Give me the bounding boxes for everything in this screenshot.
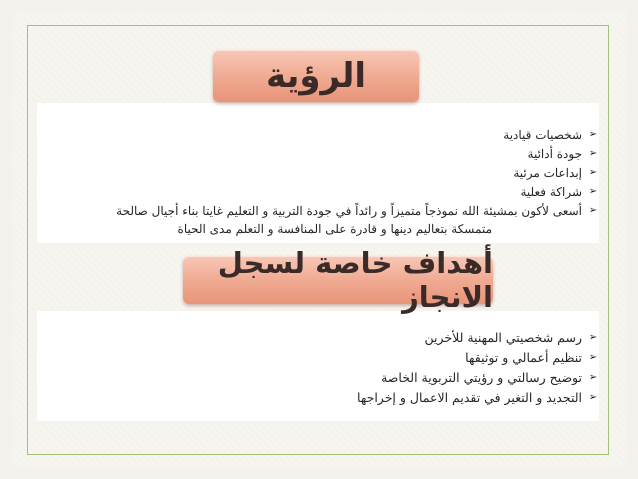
arrow-bullet-icon: ➢ <box>588 167 598 178</box>
vision-title <box>213 50 419 102</box>
arrow-bullet-icon: ➢ <box>588 148 598 159</box>
goals-title-text: أهداف خاصة لسجل الانجاز <box>217 246 493 314</box>
goal-item-text: توضيح رسالتي و رؤيتي التربوية الخاصة <box>381 370 582 385</box>
vision-item-text: شراكة فعلية <box>520 185 582 199</box>
vision-item-text: جودة أدائية <box>527 147 582 161</box>
list-item <box>40 202 600 238</box>
vision-statement <box>40 202 582 238</box>
list-item <box>40 183 600 201</box>
arrow-bullet-icon: ➢ <box>588 372 598 383</box>
vision-statement-line-1: أسعى لأكون بمشيئة الله نموذجاً متميزاً و رائداً في جودة التربية و التعليم غايتا بناء أجيال صالحة <box>116 204 582 218</box>
arrow-bullet-icon: ➢ <box>588 332 598 343</box>
goal-item-text: رسم شخصيتي المهنية للأخرين <box>424 330 582 345</box>
arrow-bullet-icon: ➢ <box>588 392 598 403</box>
arrow-bullet-icon: ➢ <box>588 352 598 363</box>
list-item <box>40 145 600 163</box>
goal-item-text: التجديد و التغير في تقديم الاعمال و إخراجها <box>357 390 582 405</box>
goal-item-text: تنظيم أعمالي و توثيقها <box>465 350 582 365</box>
arrow-bullet-icon: ➢ <box>588 129 598 140</box>
vision-list <box>40 126 600 239</box>
vision-title-text: الرؤية <box>265 56 367 96</box>
vision-statement-line-2: متمسكة بتعاليم دينها و قادرة على المنافسة و التعلم مدى الحياة <box>177 222 492 236</box>
goals-list <box>200 328 600 408</box>
goals-title <box>183 246 493 314</box>
list-item <box>40 164 600 182</box>
list-item <box>200 368 600 388</box>
list-item <box>40 126 600 144</box>
list-item <box>200 348 600 368</box>
list-item <box>200 328 600 348</box>
vision-item-text: إبداعات مرئية <box>513 166 582 180</box>
list-item <box>200 388 600 408</box>
arrow-bullet-icon: ➢ <box>588 186 598 197</box>
arrow-bullet-icon: ➢ <box>588 205 598 216</box>
vision-item-text: شخصيات قيادية <box>503 128 582 142</box>
